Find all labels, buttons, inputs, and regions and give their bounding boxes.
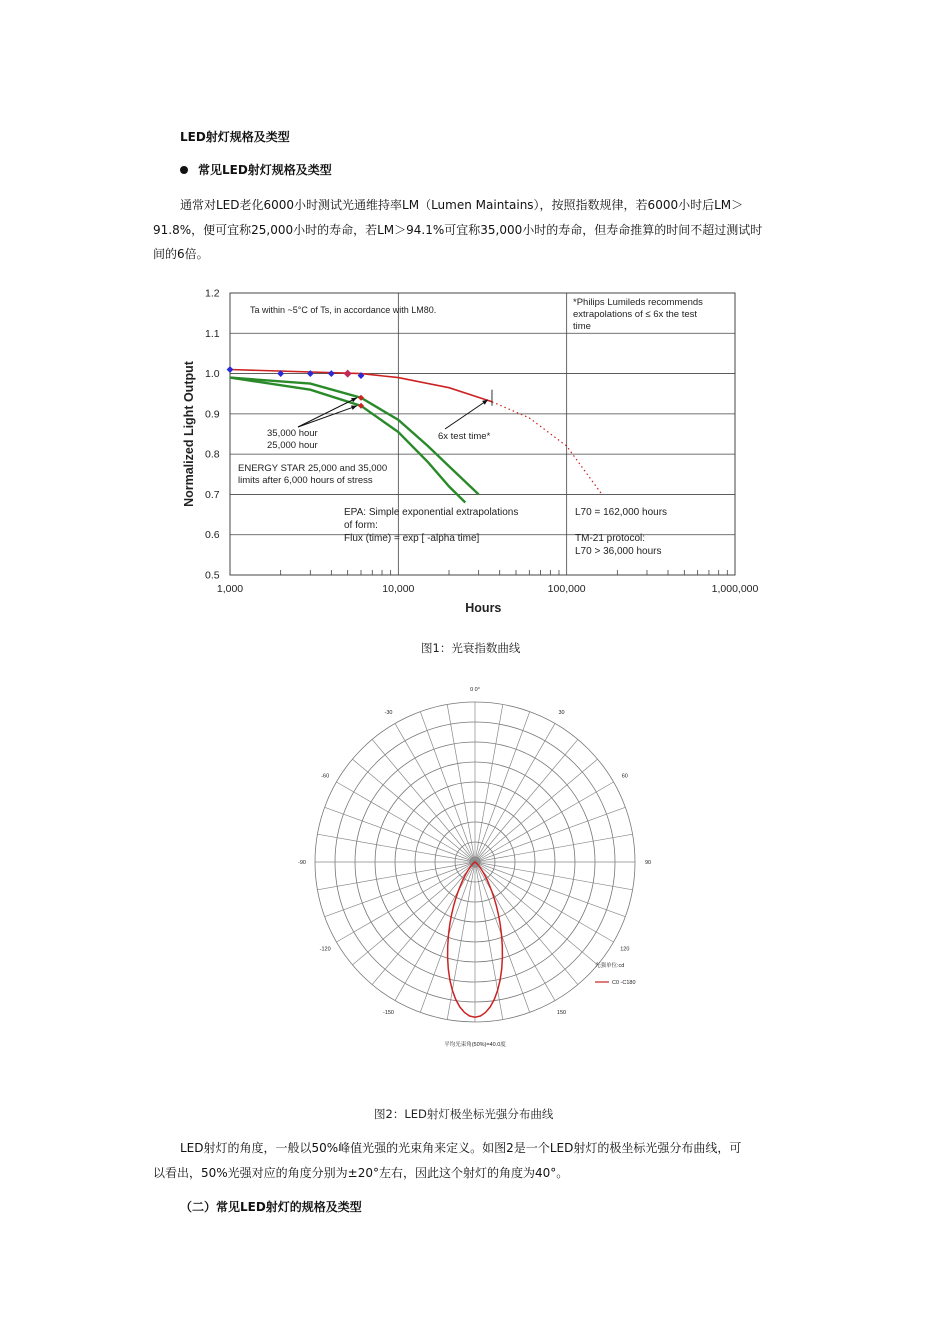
legend-title: 光强单位:cd — [595, 963, 625, 969]
annotation-tm21: TM-21 protocol: — [575, 533, 646, 544]
annotation-epa: of form: — [344, 520, 378, 531]
polar-angle-label: -60 — [321, 773, 330, 780]
annotation-epa: Flux (time) = exp [ -alpha time] — [344, 533, 480, 544]
bullet-heading: 常见LED射灯规格及类型 — [198, 163, 332, 177]
y-tick-label: 0.9 — [205, 408, 220, 421]
y-tick-label: 1.0 — [205, 368, 220, 381]
y-axis-label: Normalized Light Output — [182, 361, 196, 507]
polar-angle-label: -150 — [382, 1009, 395, 1016]
annotation-25000: 25,000 hour — [267, 440, 318, 451]
arrow-25000 — [298, 406, 357, 427]
y-tick-label: 0.7 — [205, 488, 220, 501]
para2-line1: LED射灯的角度，一般以50%峰值光强的光束角来定义。如图2是一个LED射灯的极坐标光强分布曲线，可 — [180, 1141, 742, 1155]
data-point — [328, 370, 335, 377]
polar-angle-label: -30 — [384, 710, 393, 717]
arrow-6x — [445, 400, 488, 429]
arrow-25000-head — [351, 405, 357, 409]
figure1-chart — [180, 283, 770, 623]
figure1-caption: 图1：光衰指数曲线 — [421, 641, 521, 655]
polar-angle-label: 30 — [558, 710, 565, 717]
para1-line3: 间的6倍。 — [153, 247, 209, 261]
annotation-tm21: L70 > 36,000 hours — [575, 546, 662, 557]
para1-line2: 91.8%，便可宜称25,000小时的寿命，若LM＞94.1%可宜称35,000小时的寿命，但寿命推算的时间不超过测试时 — [153, 223, 763, 237]
x-tick-label: 1,000,000 — [711, 583, 759, 595]
y-tick-label: 0.8 — [205, 448, 220, 461]
polar-angle-label: 90 — [644, 860, 652, 866]
legend-entry: C0 -C180 — [612, 980, 636, 986]
polar-angle-label: -90 — [298, 860, 306, 866]
polar-angle-label: -120 — [319, 946, 331, 953]
y-tick-label: 1.2 — [205, 287, 220, 300]
series-line — [492, 402, 602, 495]
figure2-polar-chart — [295, 685, 655, 1055]
y-tick-label: 0.6 — [205, 529, 220, 542]
polar-angle-label: 150 — [556, 1009, 567, 1016]
x-tick-label: 1,000 — [216, 583, 244, 595]
arrow-6x-head — [482, 400, 488, 405]
annotation-energy-star: limits after 6,000 hours of stress — [238, 475, 373, 486]
section2-heading: （二）常见LED射灯的规格及类型 — [180, 1200, 362, 1214]
annotation-ta: Ta within ~5°C of Ts, in accordance with LM80. — [250, 305, 437, 315]
arrow-35000 — [298, 398, 357, 427]
y-tick-label: 1.1 — [205, 327, 220, 340]
polar-footer: 平均光束角(50%)=40.0度 — [444, 1042, 506, 1048]
polar-angle-label: 120 — [620, 946, 630, 953]
annotation-l70: L70 = 162,000 hours — [575, 507, 668, 518]
figure2-caption: 图2：LED射灯极坐标光强分布曲线 — [374, 1107, 554, 1121]
annotation-6x: 6x test time* — [438, 431, 491, 442]
x-tick-label: 100,000 — [547, 583, 586, 595]
para2-line2: 以看出，50%光强对应的角度分别为±20°左右，因此这个射灯的角度为40°。 — [153, 1166, 569, 1180]
annotation-philips: time — [573, 321, 591, 332]
data-point — [344, 370, 352, 378]
para1-line1: 通常对LED老化6000小时测试光通维持率LM（Lumen Maintains），按照指数规律，若6000小时后LM＞ — [180, 198, 744, 212]
annotation-energy-star: ENERGY STAR 25,000 and 35,000 — [238, 463, 388, 474]
annotation-philips: *Philips Lumileds recommends — [573, 297, 703, 308]
polar-angle-label: 60 — [621, 773, 628, 780]
bullet-icon — [180, 166, 188, 174]
annotation-philips: extrapolations of ≤ 6x the test — [573, 309, 698, 320]
section-title: LED射灯规格及类型 — [180, 130, 290, 144]
y-tick-label: 0.5 — [205, 569, 220, 582]
annotation-35000: 35,000 hour — [267, 428, 318, 439]
data-point — [227, 366, 234, 373]
polar-angle-label: 0 0° — [470, 687, 480, 693]
x-tick-label: 10,000 — [382, 583, 415, 595]
x-axis-label: Hours — [465, 601, 502, 615]
annotation-epa: EPA: Simple exponential extrapolations — [344, 507, 519, 518]
